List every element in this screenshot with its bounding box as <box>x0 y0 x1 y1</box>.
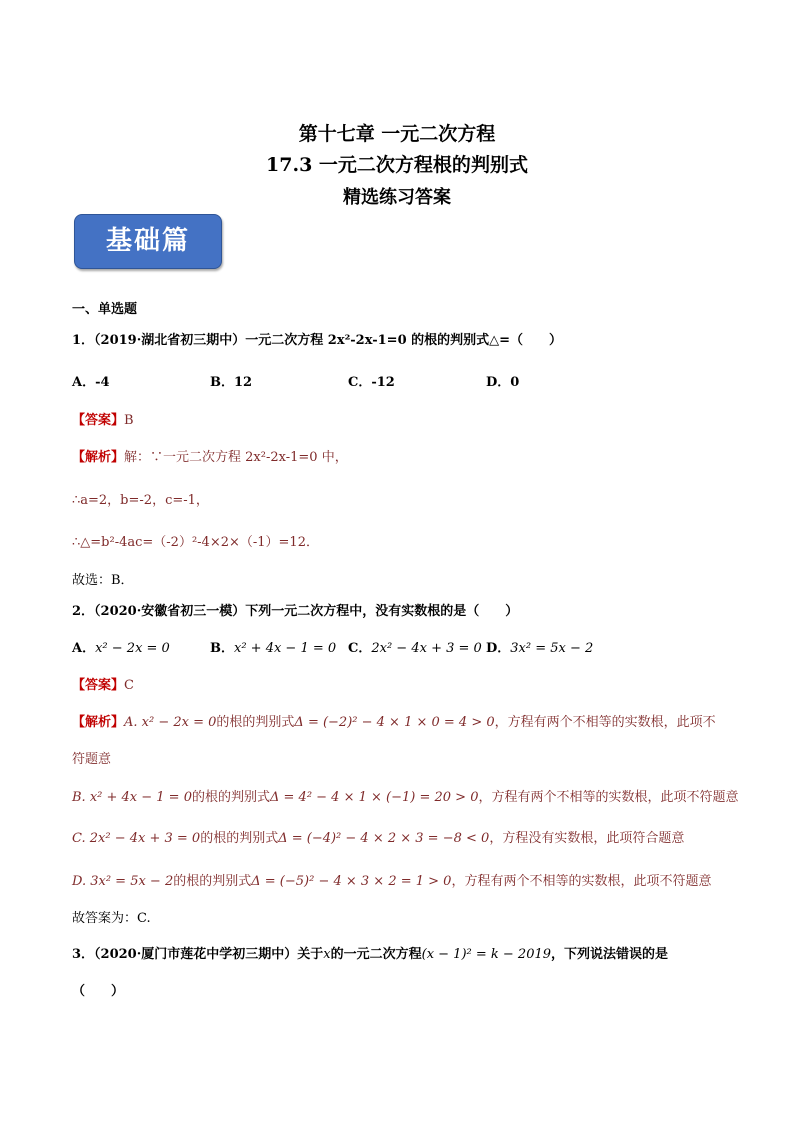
q3-stem <box>72 943 668 962</box>
q1-answer <box>72 409 134 428</box>
analysis-head: D. 3x² = 5x − 2 <box>72 874 174 889</box>
q1-option-c: C．-12 <box>348 375 395 390</box>
analysis-head: B. x² + 4x − 1 = 0 <box>72 790 192 805</box>
q1-stem: 1．（2019·湖北省初三期中）一元二次方程 2x²-2x-1=0 的根的判别式△=（ ） <box>72 333 563 348</box>
option-expr: 2x² − 4x + 3 = 0 <box>371 641 482 656</box>
q3-stem-var: x <box>323 947 331 962</box>
q1-analysis-line-2: ∴a=2，b=-2，c=-1， <box>72 493 209 508</box>
q3-stem-mid: 的一元二次方程 <box>330 947 422 962</box>
analysis-mid: 的根的判别式 <box>173 874 252 889</box>
section-title: 17.3 一元二次方程根的判别式 <box>266 154 528 176</box>
analysis-calc: Δ = (−5)² − 4 × 3 × 2 = 1 > 0 <box>251 874 452 889</box>
analysis-mid: 的根的判别式 <box>191 790 270 805</box>
q1-option-d: D．0 <box>486 375 520 390</box>
q2-option-c <box>348 637 482 656</box>
basic-level-badge <box>74 214 222 269</box>
analysis-tail: ，方程有两个不相等的实数根，此项不符题意 <box>478 790 739 805</box>
q1-option-a: A．-4 <box>72 375 110 390</box>
q1-analysis-line-3: ∴△=b²-4ac=（-2）²-4×2×（-1）=12． <box>72 535 319 550</box>
chapter-title: 第十七章 一元二次方程 <box>298 123 496 145</box>
analysis-calc: Δ = (−2)² − 4 × 1 × 0 = 4 > 0 <box>294 715 495 730</box>
section-heading: 一、单选题 <box>72 302 138 317</box>
analysis-tail: ，方程没有实数根，此项符合题意 <box>489 831 685 846</box>
analysis-mid: 的根的判别式 <box>200 831 279 846</box>
q1-analysis-line-1 <box>72 446 348 465</box>
q1-option-b: B．12 <box>210 375 253 390</box>
analysis-head: A. x² − 2x = 0 <box>124 715 217 730</box>
analysis-text: 解：∵一元二次方程 2x²-2x-1=0 中， <box>124 450 348 465</box>
q2-analysis-line-a <box>72 711 716 730</box>
analysis-tail: ，方程有两个不相等的实数根，此项不 <box>494 715 716 730</box>
analysis-label: 【解析】 <box>72 715 125 730</box>
q2-analysis-conclusion: 故答案为：C. <box>72 911 151 926</box>
q3-stem-pre: 3．（2020·厦门市莲花中学初三期中）关于 <box>72 947 324 962</box>
analysis-mid: 的根的判别式 <box>216 715 295 730</box>
answer-value: C <box>124 678 134 693</box>
q3-stem-eq: (x − 1)² = k − 2019 <box>421 947 552 962</box>
option-expr: x² + 4x − 1 = 0 <box>234 641 337 656</box>
option-letter: D． <box>486 641 511 656</box>
option-letter: C． <box>348 641 372 656</box>
q1-analysis-line-4: 故选：B． <box>72 573 134 588</box>
answer-label: 【答案】 <box>72 413 125 428</box>
q2-analysis-line-d <box>72 870 711 889</box>
q2-analysis-line-c <box>72 827 684 846</box>
analysis-calc: Δ = (−4)² − 4 × 2 × 3 = −8 < 0 <box>278 831 490 846</box>
subtitle: 精选练习答案 <box>343 187 451 208</box>
analysis-head: C. 2x² − 4x + 3 = 0 <box>72 831 201 846</box>
q2-analysis-line-a-cont: 符题意 <box>72 752 112 767</box>
option-letter: A． <box>72 641 96 656</box>
analysis-calc: Δ = 4² − 4 × 1 × (−1) = 20 > 0 <box>270 790 479 805</box>
q2-option-d <box>486 637 593 656</box>
analysis-label: 【解析】 <box>72 450 125 465</box>
q2-answer <box>72 674 134 693</box>
q3-stem-post: ，下列说法错误的是 <box>551 947 669 962</box>
q2-option-a <box>72 637 170 656</box>
answer-value: B <box>124 413 134 428</box>
q2-analysis-line-b <box>72 786 739 805</box>
option-expr: x² − 2x = 0 <box>95 641 170 656</box>
answer-label: 【答案】 <box>72 678 125 693</box>
badge-label: 基础篇 <box>105 226 190 256</box>
q3-paren: （ ） <box>72 984 125 999</box>
analysis-tail: ，方程有两个不相等的实数根，此项不符题意 <box>451 874 712 889</box>
option-letter: B． <box>210 641 234 656</box>
option-expr: 3x² = 5x − 2 <box>510 641 594 656</box>
q2-stem: 2．（2020·安徽省初三一模）下列一元二次方程中，没有实数根的是（ ） <box>72 604 519 619</box>
q2-option-b <box>210 637 336 656</box>
